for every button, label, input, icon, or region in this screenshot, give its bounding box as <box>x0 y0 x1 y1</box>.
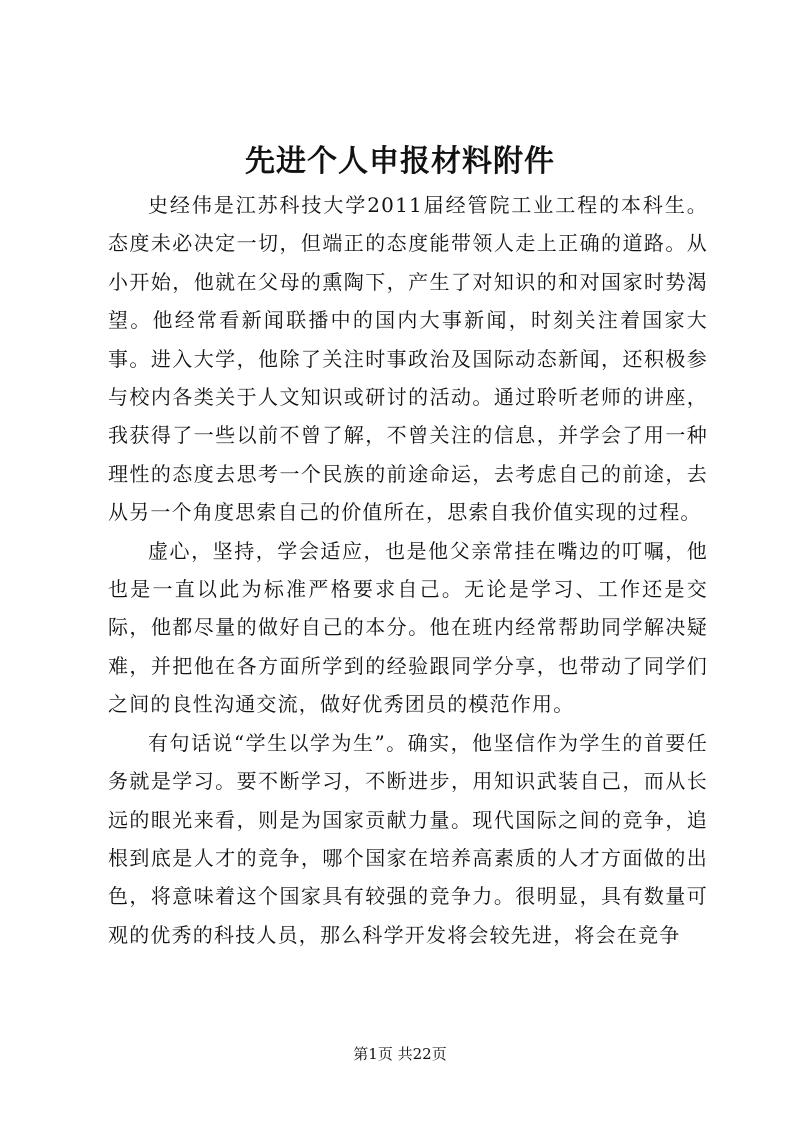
paragraph-3: 有句话说“学生以学为生”。确实，他坚信作为学生的首要任务就是学习。要不断学习，不断进步，用知识武装自己，而从长远的眼光来看，则是为国家贡献力量。现代国际之间的竞争，追根到底是人才的竞争，哪个国家在培养高素质的人才方面做的出色，将意味着这个国家具有较强的竞争力。很明显，具有数量可观的优秀的科技人员，那么科学开发将会较先进，将会在竞争 <box>108 730 708 947</box>
document-body <box>108 186 708 954</box>
paragraph-1: 史经伟是江苏科技大学2011届经管院工业工程的本科生。态度未必决定一切，但端正的态度能带领人走上正确的道路。从小开始，他就在父母的熏陶下，产生了对知识的和对国家时势渴望。他经常看新闻联播中的国内大事新闻，时刻关注着国家大事。进入大学，他除了关注时事政治及国际动态新闻，还积极参与校内各类关于人文知识或研讨的活动。通过聆听老师的讲座，我获得了一些以前不曾了解，不曾关注的信息，并学会了用一种理性的态度去思考一个民族的前途命运，去考虑自己的前途，去从另一个角度思索自己的价值所在，思索自我价值实现的过程。 <box>108 193 708 525</box>
paragraph-2: 虚心，坚持，学会适应，也是他父亲常挂在嘴边的叮嘱，他也是一直以此为标准严格要求自己。无论是学习、工作还是交际，他都尽量的做好自己的本分。他在班内经常帮助同学解决疑难，并把他在各方面所学到的经验跟同学分享，也带动了同学们之间的良性沟通交流，做好优秀团员的模范作用。 <box>108 538 708 717</box>
document-title: 先进个人申报材料附件 <box>245 144 555 179</box>
page-footer: 第1页 共22页 <box>353 1045 447 1063</box>
